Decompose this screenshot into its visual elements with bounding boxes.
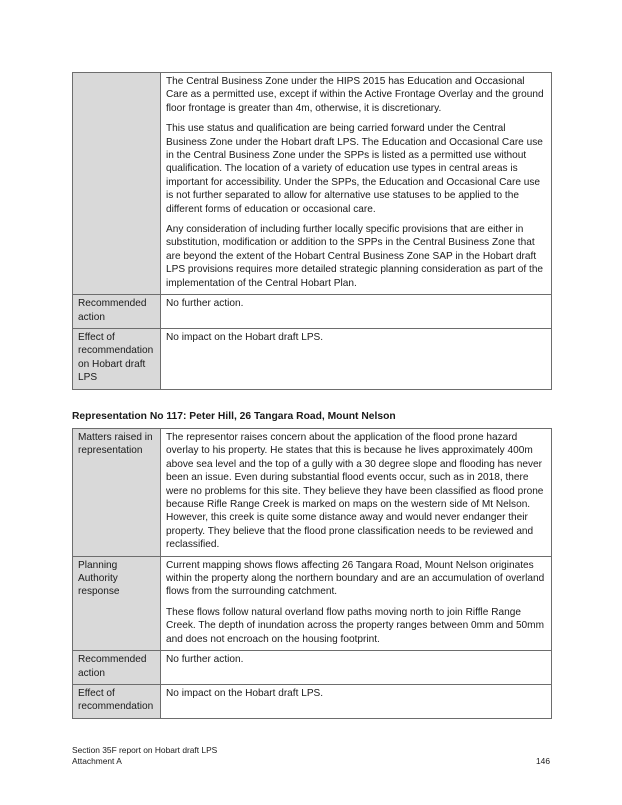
response-cell xyxy=(161,556,552,650)
table-row xyxy=(73,429,552,557)
matters-label: Matters raised in representation xyxy=(73,429,161,557)
representation-table xyxy=(72,428,552,719)
effect-label: Effect of recommendation on Hobart draft LPS xyxy=(73,328,161,389)
effect-value: No impact on the Hobart draft LPS. xyxy=(161,684,552,718)
table-row xyxy=(73,73,552,295)
recommended-action-value: No further action. xyxy=(161,651,552,685)
empty-label-cell xyxy=(73,73,161,295)
recommended-action-value: No further action. xyxy=(161,295,552,329)
page-footer xyxy=(72,745,552,767)
table-row xyxy=(73,295,552,329)
table-row xyxy=(73,684,552,718)
effect-value: No impact on the Hobart draft LPS. xyxy=(161,328,552,389)
recommended-action-label: Recommended action xyxy=(73,651,161,685)
response-table-continued xyxy=(72,72,552,390)
footer-report-title: Section 35F report on Hobart draft LPS xyxy=(72,745,218,755)
recommended-action-label: Recommended action xyxy=(73,295,161,329)
table-row xyxy=(73,651,552,685)
paragraph: The Central Business Zone under the HIPS 2015 has Education and Occasional Care as a permitted use, except if within the Active Frontage Overlay and the ground floor frontage is greater than 4m, otherwise, it is discretionary. xyxy=(166,76,544,114)
effect-label: Effect of recommendation xyxy=(73,684,161,718)
paragraph: This use status and qualification are being carried forward under the Central Business Zone under the Hobart draft LPS. The Education and Occasional Care use in the Central Business Zone under the SPPs is listed as a permitted use without qualification. The location of a variety of education use types in central areas is important for accessibility. Under the SPPs, the Education and Occasional Care use is not further separated to allow for alternative use statuses to be applied to the different forms of education or occasional care. xyxy=(166,123,543,215)
footer-attachment: Attachment A xyxy=(72,756,122,766)
response-cell xyxy=(161,73,552,295)
paragraph: Current mapping shows flows affecting 26 Tangara Road, Mount Nelson originates within the property along the northern boundary and are an accumulation of overland flows from the surrounding catchment. xyxy=(166,559,545,598)
response-label: Planning Authority response xyxy=(73,556,161,650)
table-row xyxy=(73,556,552,650)
page-number: 146 xyxy=(536,756,550,766)
table-row xyxy=(73,328,552,389)
paragraph: These flows follow natural overland flow paths moving north to join Riffle Range Creek. The depth of inundation across the property ranges between 0mm and 50mm and does not encroach on the housing footprint. xyxy=(166,606,544,645)
matters-value: The representor raises concern about the application of the flood prone hazard overlay to his property. He states that this is because he lives approximately 400m above sea level and the top of a gully with a 30 degree slope and flooding has never been an issue. Even during substantial flood events occur, such as in 2018, there were no problems for this site. They believe they have been classified as flood prone because Rifle Range Creek is marked on maps on the western side of Mt Nelson. However, this creek is quite some distance away and would never endanger their property. They believe that the flood prone classification needs to be reviewed and reclassified. xyxy=(161,429,552,557)
representation-heading: Representation No 117: Peter Hill, 26 Tangara Road, Mount Nelson xyxy=(72,411,396,422)
paragraph: Any consideration of including further locally specific provisions that are either in substitution, modification or addition to the SPPs in the Central Business Zone that are beyond the extent of the Hobart Central Business Zone SAP in the Hobart draft LPS provisions requires more detailed strategic planning consideration as part of the implementation of the Central Hobart Plan. xyxy=(166,224,544,289)
